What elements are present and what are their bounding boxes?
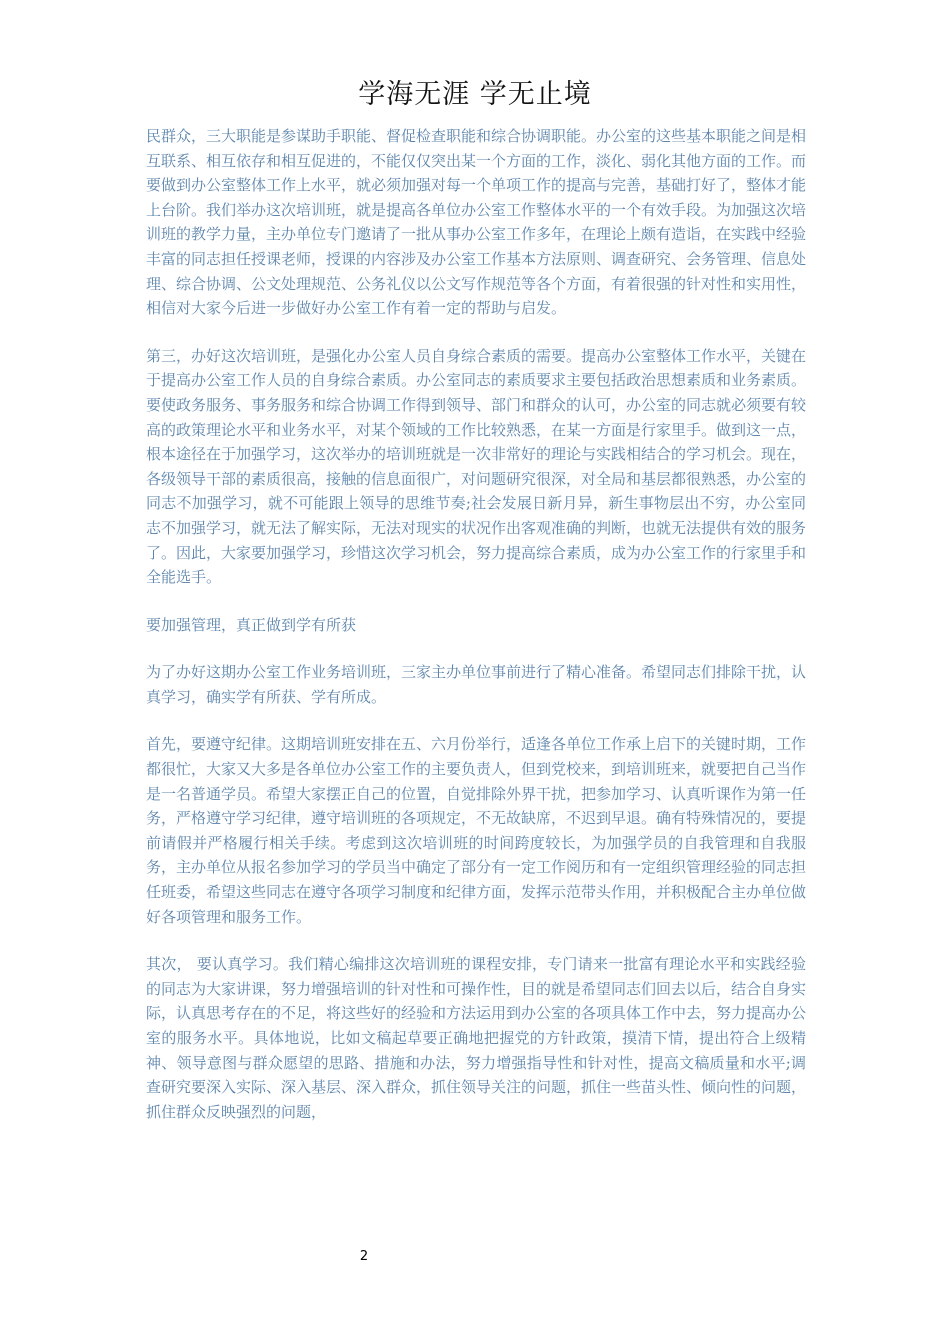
section-heading: 要加强管理，真正做到学有所获 [146,615,357,634]
paragraph-4: 首先，要遵守纪律。这期培训班安排在五、六月份举行，适逢各单位工作承上启下的关键时期，工作都很忙，大家又大多是各单位办公室工作的主要负责人，但到党校来，到培训班来，就要把自己当作是一名普通学员。希望大家摆正自己的位置，自觉排除外界干扰，把参加学习、认真听课作为第一任务，严格遵守学习纪律，遵守培训班的各项规定，不无故缺席，不迟到早退。确有特殊情况的，要提前请假并严格履行相关手续。考虑到这次培训班的时间跨度较长，为加强学员的自我管理和自我服务，主办单位从报名参加学习的学员当中确定了部分有一定工作阅历和有一定组织管理经验的同志担任班委，希望这些同志在遵守各项学习制度和纪律方面，发挥示范带头作用，并积极配合主办单位做好各项管理和服务工作。 [146,735,807,926]
paragraph-1: 民群众，三大职能是参谋助手职能、督促检查职能和综合协调职能。办公室的这些基本职能之间是相互联系、相互依存和相互促进的，不能仅仅突出某一个方面的工作，淡化、弱化其他方面的工作。而要做到办公室整体工作上水平，就必须加强对每一个单项工作的提高与完善，基础打好了，整体才能上台阶。我们举办这次培训班，就是提高各单位办公室工作整体水平的一个有效手段。为加强这次培训班的教学力量，主办单位专门邀请了一批从事办公室工作多年，在理论上颇有造诣，在实践中经验丰富的同志担任授课老师，授课的内容涉及办公室工作基本方法原则、调查研究、会务管理、信息处理、综合协调、公文处理规范、公务礼仪以公文写作规范等各个方面，有着很强的针对性和实用性，相信对大家今后进一步做好办公室工作有着一定的帮助与启发。 [146,127,807,318]
page-header-title: 学海无涯 学无止境 [358,79,592,110]
document-body [146,124,806,1147]
page-number: 2 [359,1249,369,1264]
paragraph-5: 其次， 要认真学习。我们精心编排这次培训班的课程安排，专门请来一批富有理论水平和实践经验的同志为大家讲课，努力增强培训的针对性和可操作性，目的就是希望同志们回去以后，结合自身实际，认真思考存在的不足，将这些好的经验和方法运用到办公室的各项具体工作中去，努力提高办公室的服务水平。具体地说，比如文稿起草要正确地把握党的方针政策，摸清下情，提出符合上级精神、领导意图与群众愿望的思路、措施和办法，努力增强指导性和针对性，提高文稿质量和水平;调查研究要深入实际、深入基层、深入群众，抓住领导关注的问题，抓住一些苗头性、倾向性的问题，抓住群众反映强烈的问题， [146,955,807,1121]
paragraph-3: 为了办好这期办公室工作业务培训班，三家主办单位事前进行了精心准备。希望同志们排除干扰，认真学习，确实学有所获、学有所成。 [146,663,807,706]
paragraph-2: 第三，办好这次培训班，是强化办公室人员自身综合素质的需要。提高办公室整体工作水平，关键在于提高办公室工作人员的自身综合素质。办公室同志的素质要求主要包括政治思想素质和业务素质。要使政务服务、事务服务和综合协调工作得到领导、部门和群众的认可，办公室的同志就必须要有较高的政策理论水平和业务水平，对某个领域的工作比较熟悉，在某一方面是行家里手。做到这一点，根本途径在于加强学习，这次举办的培训班就是一次非常好的理论与实践相结合的学习机会。现在，各级领导干部的素质很高，接触的信息面很广，对问题研究很深，对全局和基层都很熟悉，办公室的同志不加强学习，就不可能跟上领导的思维节奏;社会发展日新月异，新生事物层出不穷，办公室同志不加强学习，就无法了解实际，无法对现实的状况作出客观准确的判断，也就无法提供有效的服务了。因此，大家要加强学习，珍惜这次学习机会，努力提高综合素质，成为办公室工作的行家里手和全能选手。 [146,346,807,587]
